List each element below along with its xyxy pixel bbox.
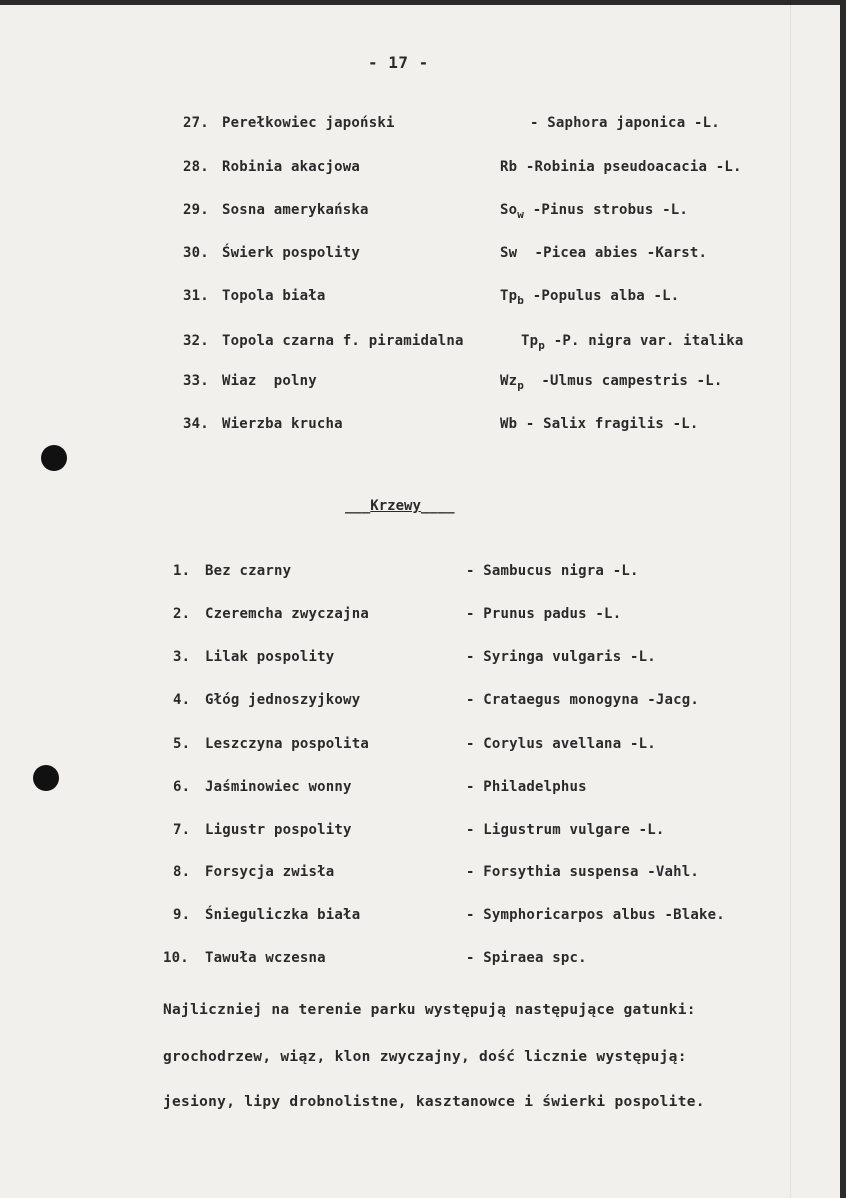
tree-number: 34.	[183, 416, 209, 432]
tree-number: 32.	[183, 333, 209, 349]
tree-latin-name	[521, 333, 744, 352]
shrub-row	[0, 649, 846, 671]
shrubs-heading-text: Krzewy	[370, 498, 421, 514]
shrub-number: 3.	[173, 649, 191, 665]
tree-polish-name: Robinia akacjowa	[222, 159, 361, 175]
tree-polish-name: Topola biała	[222, 288, 326, 304]
shrub-polish-name: Forsycja zwisła	[205, 864, 335, 880]
tree-row	[0, 288, 846, 310]
tree-polish-name: Wierzba krucha	[222, 416, 343, 432]
tree-row	[0, 115, 846, 137]
tree-latin-code: Sw -Picea abies -Karst.	[500, 245, 708, 261]
tree-latin-subscript: b	[517, 293, 525, 307]
shrub-latin-name: - Syringa vulgaris -L.	[466, 649, 656, 665]
shrub-number: 1.	[173, 563, 191, 579]
tree-latin-name	[500, 416, 698, 432]
shrub-number: 8.	[173, 864, 191, 880]
tree-number: 27.	[183, 115, 209, 131]
shrub-polish-name: Głóg jednoszyjkowy	[205, 692, 361, 708]
shrub-row	[0, 864, 846, 886]
shrub-polish-name: Śnieguliczka biała	[205, 907, 361, 923]
tree-row	[0, 333, 846, 355]
shrub-latin-name: - Philadelphus	[466, 779, 587, 795]
tree-latin-name	[500, 159, 742, 175]
shrub-polish-name: Bez czarny	[205, 563, 292, 579]
shrub-row	[0, 907, 846, 929]
scan-top-edge	[0, 0, 846, 5]
shrub-polish-name: Ligustr pospolity	[205, 822, 352, 838]
shrub-row	[0, 736, 846, 758]
paragraph-line: grochodrzew, wiąz, klon zwyczajny, dość licznie występują:	[163, 1049, 687, 1065]
shrub-number: 9.	[173, 907, 191, 923]
shrubs-heading: ___Krzewy____	[345, 498, 455, 514]
tree-number: 33.	[183, 373, 209, 389]
tree-polish-name: Sosna amerykańska	[222, 202, 369, 218]
punch-hole	[41, 445, 67, 471]
shrub-latin-name: - Forsythia suspensa -Vahl.	[466, 864, 699, 880]
shrub-latin-name: - Crataegus monogyna -Jacg.	[466, 692, 699, 708]
tree-latin-subscript: w	[517, 207, 525, 221]
shrub-latin-name: - Spiraea spc.	[466, 950, 587, 966]
shrub-row	[0, 563, 846, 585]
shrub-polish-name: Tawuła wczesna	[205, 950, 326, 966]
tree-number: 31.	[183, 288, 209, 304]
shrub-latin-name: - Ligustrum vulgare -L.	[466, 822, 665, 838]
shrub-row	[0, 606, 846, 628]
shrub-polish-name: Czeremcha zwyczajna	[205, 606, 369, 622]
shrub-number: 7.	[173, 822, 191, 838]
tree-latin-code: Wz	[500, 373, 518, 389]
shrub-number: 10.	[163, 950, 189, 966]
tree-number: 28.	[183, 159, 209, 175]
shrub-latin-name: - Corylus avellana -L.	[466, 736, 656, 752]
shrub-polish-name: Lilak pospolity	[205, 649, 335, 665]
shrub-row	[0, 950, 846, 972]
shrub-latin-name: - Prunus padus -L.	[466, 606, 622, 622]
shrub-number: 6.	[173, 779, 191, 795]
shrub-number: 2.	[173, 606, 191, 622]
tree-latin-rest: -P. nigra var. italika	[545, 333, 744, 349]
tree-row	[0, 373, 846, 395]
tree-latin-code: Tp	[500, 288, 518, 304]
tree-latin-name	[530, 115, 720, 131]
shrub-row	[0, 779, 846, 801]
tree-latin-rest: -Ulmus campestris -L.	[524, 373, 723, 389]
shrub-latin-name: - Symphoricarpos albus -Blake.	[466, 907, 725, 923]
tree-row	[0, 245, 846, 267]
tree-number: 29.	[183, 202, 209, 218]
shrub-number: 4.	[173, 692, 191, 708]
tree-latin-code: Tp	[521, 333, 539, 349]
tree-latin-name	[500, 288, 679, 307]
shrub-row	[0, 692, 846, 714]
tree-latin-subscript: p	[538, 338, 546, 352]
shrub-polish-name: Jaśminowiec wonny	[205, 779, 352, 795]
tree-polish-name: Świerk pospolity	[222, 245, 361, 261]
tree-number: 30.	[183, 245, 209, 261]
tree-polish-name: Wiaz polny	[222, 373, 317, 389]
tree-latin-rest: -Populus alba -L.	[524, 288, 680, 304]
shrub-row	[0, 822, 846, 844]
tree-row	[0, 159, 846, 181]
tree-latin-code: Wb - Salix fragilis -L.	[500, 416, 699, 432]
tree-row	[0, 202, 846, 224]
tree-latin-rest: -Pinus strobus -L.	[524, 202, 689, 218]
paragraph-line: Najliczniej na terenie parku występują następujące gatunki:	[163, 1002, 696, 1018]
shrub-polish-name: Leszczyna pospolita	[205, 736, 369, 752]
tree-row	[0, 416, 846, 438]
tree-latin-code: Rb -Robinia pseudoacacia -L.	[500, 159, 742, 175]
tree-polish-name: Perełkowiec japoński	[222, 115, 395, 131]
tree-polish-name: Topola czarna f. piramidalna	[222, 333, 464, 349]
shrub-latin-name: - Sambucus nigra -L.	[466, 563, 639, 579]
paragraph-line: jesiony, lipy drobnolistne, kasztanowce i świerki pospolite.	[163, 1094, 705, 1110]
tree-latin-name	[500, 373, 723, 392]
tree-latin-name	[500, 202, 688, 221]
tree-latin-name	[500, 245, 707, 261]
shrub-number: 5.	[173, 736, 191, 752]
tree-latin-subscript: p	[517, 378, 525, 392]
page-number: - 17 -	[368, 53, 429, 72]
tree-latin-code: - Saphora japonica -L.	[530, 115, 720, 131]
tree-latin-code: So	[500, 202, 518, 218]
